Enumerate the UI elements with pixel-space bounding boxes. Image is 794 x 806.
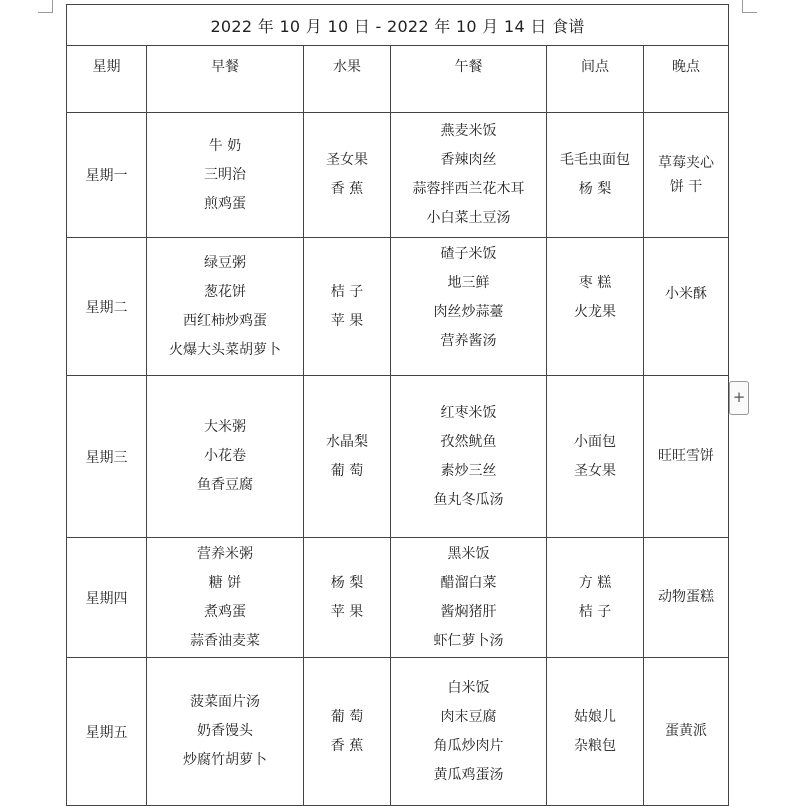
- table-row: [67, 376, 729, 538]
- menu-item: 绿豆粥: [204, 254, 246, 271]
- menu-item: 葱花饼: [204, 283, 246, 300]
- menu-item: 饼 干: [669, 179, 703, 195]
- evening-cell: [644, 538, 729, 658]
- snack-cell: [547, 658, 644, 806]
- menu-item: 小面包: [574, 433, 616, 450]
- menu-item: 火龙果: [574, 304, 616, 320]
- menu-item: 杨 梨: [578, 181, 612, 197]
- menu-item: 虾仁萝卜汤: [433, 632, 504, 649]
- menu-item: 角瓜炒肉片: [433, 737, 504, 754]
- table-row: [67, 658, 729, 806]
- menu-item: 炒腐竹胡萝卜: [183, 752, 267, 768]
- menu-item: 葡 萄: [330, 708, 364, 725]
- page-corner-mark-right: [742, 0, 757, 13]
- day-cell: 星期五: [67, 658, 147, 806]
- menu-item: 枣 糕: [578, 275, 612, 291]
- snack-cell: [547, 538, 644, 658]
- menu-item: 素炒三丝: [440, 462, 497, 479]
- menu-item: 鱼丸冬瓜汤: [433, 491, 504, 508]
- menu-item: 肉丝炒蒜薹: [433, 304, 504, 320]
- menu-item: 菠菜面片汤: [190, 694, 260, 710]
- evening-cell: [644, 376, 729, 538]
- evening-cell: [644, 658, 729, 806]
- header-lunch: 午餐: [391, 46, 547, 113]
- menu-item: 三明治: [204, 166, 246, 183]
- day-cell: 星期二: [67, 238, 147, 376]
- menu-item: 大米粥: [204, 419, 246, 435]
- menu-item: 小花卷: [204, 448, 246, 464]
- header-fruit: 水果: [304, 46, 391, 113]
- fruit-cell: [304, 238, 391, 376]
- lunch-cell: [391, 113, 547, 238]
- menu-item: 鱼香豆腐: [197, 477, 253, 493]
- breakfast-cell: [147, 658, 304, 806]
- fruit-cell: [304, 538, 391, 658]
- menu-item: 葡 萄: [330, 462, 364, 479]
- menu-item: 小米酥: [665, 286, 708, 302]
- menu-item: 奶香馒头: [197, 723, 253, 739]
- table-row: [67, 238, 729, 376]
- menu-item: 营养米粥: [197, 545, 253, 562]
- menu-item: 西红柿炒鸡蛋: [183, 312, 267, 329]
- menu-item: 燕麦米饭: [440, 123, 497, 139]
- menu-item: 桔 子: [578, 603, 612, 620]
- day-cell: 星期一: [67, 113, 147, 238]
- table-row: [67, 113, 729, 238]
- menu-item: 碴子米饭: [440, 246, 497, 262]
- fruit-cell: [304, 376, 391, 538]
- menu-item: 圣女果: [574, 462, 616, 479]
- header-day: 星期: [67, 46, 147, 113]
- header-snack: 间点: [547, 46, 644, 113]
- menu-item: 酱焖猪肝: [440, 603, 497, 620]
- snack-cell: [547, 238, 644, 376]
- menu-item: 蒜蓉拌西兰花木耳: [412, 181, 525, 197]
- header-evening: 晚点: [644, 46, 729, 113]
- menu-item: 黑米饭: [447, 545, 490, 562]
- menu-item: 方 糕: [578, 574, 612, 591]
- menu-item: 黄瓜鸡蛋汤: [433, 766, 504, 783]
- snack-cell: [547, 376, 644, 538]
- menu-item: 糖 饼: [208, 574, 242, 591]
- menu-item: 煮鸡蛋: [204, 603, 246, 620]
- evening-cell: [644, 113, 729, 238]
- menu-item: 姑娘儿: [574, 708, 616, 725]
- breakfast-cell: [147, 113, 304, 238]
- evening-cell: [644, 238, 729, 376]
- breakfast-cell: [147, 376, 304, 538]
- menu-item: 水晶梨: [326, 433, 368, 450]
- breakfast-cell: [147, 238, 304, 376]
- lunch-cell: [391, 376, 547, 538]
- add-row-button[interactable]: +: [729, 381, 749, 415]
- menu-item: 白米饭: [447, 679, 490, 696]
- menu-item: 香 蕉: [330, 181, 364, 197]
- menu-item: 地三鲜: [447, 275, 490, 291]
- menu-item: 香 蕉: [330, 737, 364, 754]
- menu-item: 香辣肉丝: [440, 152, 497, 168]
- menu-item: 火爆大头菜胡萝卜: [169, 341, 281, 358]
- menu-item: 营养酱汤: [440, 333, 497, 349]
- day-cell: 星期四: [67, 538, 147, 658]
- menu-item: 旺旺雪饼: [658, 448, 715, 464]
- menu-item: 孜然鱿鱼: [440, 433, 497, 450]
- menu-item: 动物蛋糕: [658, 589, 715, 605]
- menu-item: 杨 梨: [330, 574, 364, 591]
- menu-item: 红枣米饭: [440, 404, 497, 421]
- menu-item: 醋溜白菜: [440, 574, 497, 591]
- snack-cell: [547, 113, 644, 238]
- table-row: [67, 538, 729, 658]
- menu-item: 草莓夹心: [658, 155, 715, 171]
- day-cell: 星期三: [67, 376, 147, 538]
- lunch-cell: [391, 238, 547, 376]
- fruit-cell: [304, 113, 391, 238]
- menu-item: 肉末豆腐: [440, 708, 497, 725]
- menu-item: 煎鸡蛋: [204, 195, 246, 212]
- lunch-cell: [391, 658, 547, 806]
- menu-item: 杂粮包: [574, 737, 616, 754]
- menu-item: 牛 奶: [208, 137, 242, 154]
- lunch-cell: [391, 538, 547, 658]
- menu-item: 小白菜土豆汤: [426, 210, 511, 226]
- menu-title: 2022 年 10 月 10 日 - 2022 年 10 月 14 日 食谱: [67, 5, 729, 46]
- weekly-menu-table: [66, 4, 729, 806]
- fruit-cell: [304, 658, 391, 806]
- menu-item: 苹 果: [330, 312, 364, 329]
- menu-item: 蛋黄派: [665, 723, 708, 739]
- menu-item: 圣女果: [326, 152, 368, 168]
- menu-item: 苹 果: [330, 603, 364, 620]
- menu-item: 毛毛虫面包: [560, 152, 630, 168]
- header-breakfast: 早餐: [147, 46, 304, 113]
- menu-item: 蒜香油麦菜: [190, 632, 260, 649]
- page-corner-mark-left: [38, 0, 53, 13]
- breakfast-cell: [147, 538, 304, 658]
- menu-item: 桔 子: [330, 283, 364, 300]
